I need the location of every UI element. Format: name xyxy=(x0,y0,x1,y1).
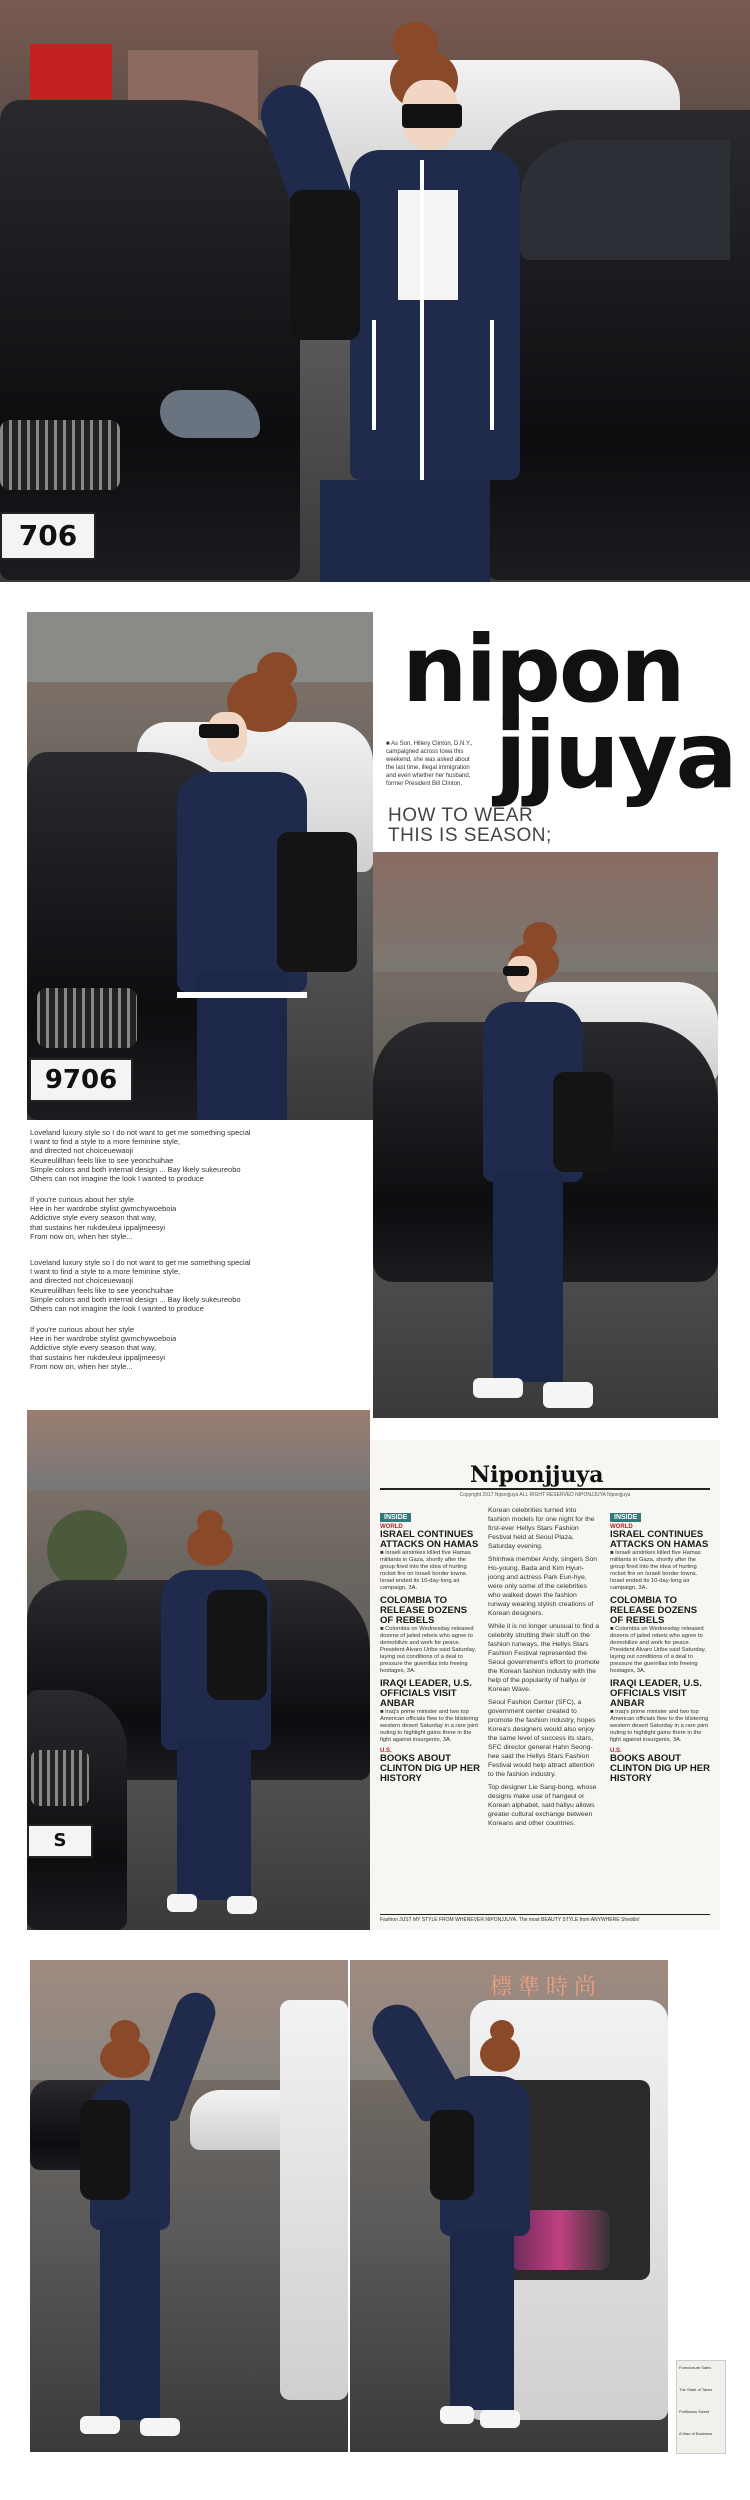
article-paragraph: Shinhwa member Andy, singers Son Ho-young, Bada and Kim Hyun-joong and actress Park Eun-hye, were only some of the celebrities who walked down the fashion runway wearing stylish creations of Korean designers. xyxy=(488,1556,598,1617)
right-column xyxy=(610,1506,710,1784)
black-car-left xyxy=(0,100,300,580)
tree xyxy=(47,1510,127,1590)
caption-line: former President Bill Clinton, xyxy=(386,781,463,787)
magazine-title-line2: jjuya xyxy=(495,702,736,809)
headline: ISRAEL CONTINUES ATTACKS ON HAMAS xyxy=(380,1529,479,1550)
blurb: ■ Colombia on Wednesday released dozens of jailed rebels who agree to demobilize and work for peace. President Alvaro Uribe said Saturday, laying out conditions of a deal to pressure the guerrillas into freeing hostages, 3A. xyxy=(610,1626,706,1674)
photo-section3 xyxy=(27,1410,370,1930)
model-figure xyxy=(290,0,550,582)
article-paragraph: Seoul Fashion Center (SFC), a government center created to promote the fashion industry, hopes Korea's designers would also enjoy the same level of success its stars, SFC director general Hahn Seong-hee said the Hellys Stars Fashion Festival would help attract attention to the fashion industry. xyxy=(488,1699,596,1778)
mini-item: Foreclosure Sales xyxy=(679,2365,712,2370)
license-plate: 9706 xyxy=(29,1058,133,1102)
headline: BOOKS ABOUT CLINTON DIG UP HER HISTORY xyxy=(380,1753,480,1784)
masthead-subline: Copyright 2017 Niponjjuya ALL RIGHT RESERVED NIPONJJUYA Niponjjuya xyxy=(459,1492,631,1498)
open-trunk-car xyxy=(280,2000,348,2400)
magazine-title-line1: nipon xyxy=(402,616,684,723)
mini-item: The State of Taxes xyxy=(679,2387,713,2392)
editorial-paragraph: Loveland luxury style so I do not want to get me something special I want to find a style to a more feminine style, and directed not choiceuewaoji Keuireulillhan feels like to see yeonchuihae Simple colors and both internal design ... Bay likely sukeureobo Others can not imagine the look I wanted to produce xyxy=(30,1128,251,1184)
newspaper-footer: Fashion JUST MY STYLE FROM WHENEVER NIPONJJUYA. The most BEAUTY STYLE from ANYWHERE Sheddo! xyxy=(380,1914,710,1923)
mini-item: A Man of Business xyxy=(679,2431,713,2436)
caption-line: and even whether her husband, xyxy=(386,773,471,779)
editorial-paragraph: If you're curious about her style Hee in her wardrobe stylist gwmchywoeboia Addictive style every season that way, that sustains her rukdeuleui ippaljmeesyi From now on, when her style... xyxy=(30,1195,177,1241)
blurb: ■ Colombia on Wednesday released dozens of jailed rebels who agree to demobilize and work for peace. President Alvaro Uribe said Saturday, laying out conditions of a deal to pressure the guerrillas into freeing hostages, 3A. xyxy=(380,1626,476,1674)
caption-line: the last time, illegal immigration xyxy=(386,765,470,771)
car-grille xyxy=(0,420,120,490)
blurb: ■ Iraq's prime minister and two top American officials flew to the blistering western desert Saturday in a rare joint outing to highlight gains there in the fight against insurgents, 3A. xyxy=(610,1709,709,1743)
masthead-rule xyxy=(380,1488,710,1490)
license-plate: 706 xyxy=(0,512,96,560)
caption-line: campaigned across Iowa this xyxy=(386,749,464,755)
car-window xyxy=(520,140,730,260)
blurb: ■ Israeli airstrikes killed five Hamas militants in Gaza, shortly after the group fired into the idea of hurting rocket fire on Israeli border towns. Israel ended its 10-day-long air campaign, 3A. xyxy=(610,1550,701,1591)
left-column xyxy=(380,1506,480,1784)
editorial-photo-left xyxy=(27,612,373,1120)
article-paragraph: Top designer Lie Sang-bong, whose designs make use of hangeul or Korean alphabet, said hallyu allows greater cultural exchange between Koreans and other countries. xyxy=(488,1784,597,1827)
headline: IRAQI LEADER, U.S. OFFICIALS VISIT ANBAR xyxy=(610,1678,702,1709)
car-grille xyxy=(31,1750,89,1806)
article-paragraph: While it is no longer unusual to find a celebrity strutting their stuff on the fashion runways, the Hellys Stars Fashion Festival represented the Seoul government's effort to promote the Korean fashion industry with the help of the popularity of hallyu or Korean Wave. xyxy=(488,1623,600,1693)
inside-tag: INSIDE xyxy=(610,1513,641,1522)
model-figure-back xyxy=(157,1510,287,1930)
mini-item: Politicians Sweet xyxy=(679,2409,710,2414)
caption-line: weekend, she was asked about xyxy=(386,757,470,763)
model-figure xyxy=(147,632,367,1120)
subtitle-line1: HOW TO WEAR xyxy=(388,805,534,826)
model-figure xyxy=(473,922,623,1418)
editorial-paragraph: If you're curious about her style Hee in her wardrobe stylist gwmchywoeboia Addictive style every season that way, that sustains her rukdeuleui ippaljmeesyi From now on, when her style... xyxy=(30,1325,177,1371)
headline: BOOKS ABOUT CLINTON DIG UP HER HISTORY xyxy=(610,1753,710,1784)
watermark-text: 標準時尚 xyxy=(490,1975,603,2000)
headline: ISRAEL CONTINUES ATTACKS ON HAMAS xyxy=(610,1529,709,1550)
car-grille xyxy=(37,988,137,1048)
headline: COLOMBIA TO RELEASE DOZENS OF REBELS xyxy=(380,1595,468,1626)
model-figure xyxy=(80,1990,260,2452)
us-label: U.S. xyxy=(610,1748,622,1754)
headlight xyxy=(160,390,260,438)
caption-line: ■ As Son, Hillery Clinton, D.N.Y., xyxy=(386,741,473,747)
editorial-paragraph: Loveland luxury style so I do not want to get me something special I want to find a style to a more feminine style, and directed not choiceuewaoji Keuireulillhan feels like to see yeonchuihae Simple colors and both internal design ... Bay likely sukeureobo Others can not imagine the look I wanted to produce xyxy=(30,1258,251,1314)
world-label: WORLD xyxy=(380,1524,403,1530)
subtitle xyxy=(388,806,552,846)
headline: IRAQI LEADER, U.S. OFFICIALS VISIT ANBAR xyxy=(380,1678,472,1709)
blurb: ■ Iraq's prime minister and two top American officials flew to the blistering western desert Saturday in a rare joint outing to highlight gains there in the fight against insurgents, 3A. xyxy=(380,1709,479,1743)
center-column xyxy=(488,1506,600,1832)
hero-photo xyxy=(0,0,750,582)
newspaper-masthead: Niponjjuya xyxy=(470,1462,604,1488)
photo-section4-right xyxy=(350,1960,668,2452)
photo-section4-left xyxy=(30,1960,348,2452)
world-label: WORLD xyxy=(610,1524,633,1530)
blurb: ■ Israeli airstrikes killed five Hamas militants in Gaza, shortly after the group fired into the idea of hurting rocket fire on Israeli border towns. Israel ended its 10-day-long air campaign, 3A. xyxy=(380,1550,471,1591)
mini-newspaper xyxy=(676,2360,726,2454)
us-label: U.S. xyxy=(380,1748,392,1754)
editorial-photo-right xyxy=(373,852,718,1418)
inside-tag: INSIDE xyxy=(380,1513,411,1522)
model-figure xyxy=(390,1980,550,2452)
black-car-front xyxy=(27,1690,127,1930)
newspaper xyxy=(370,1440,720,1930)
subtitle-line2: THIS IS SEASON; xyxy=(388,825,552,846)
license-plate: S 9706 xyxy=(27,1824,93,1858)
headline: COLOMBIA TO RELEASE DOZENS OF REBELS xyxy=(610,1595,698,1626)
caption-block xyxy=(386,740,496,788)
article-paragraph: Korean celebrities turned into fashion models for one night for the first-ever Hellys Stars Fashion Festival held at Seoul Plaza, Saturday evening. xyxy=(488,1507,595,1550)
